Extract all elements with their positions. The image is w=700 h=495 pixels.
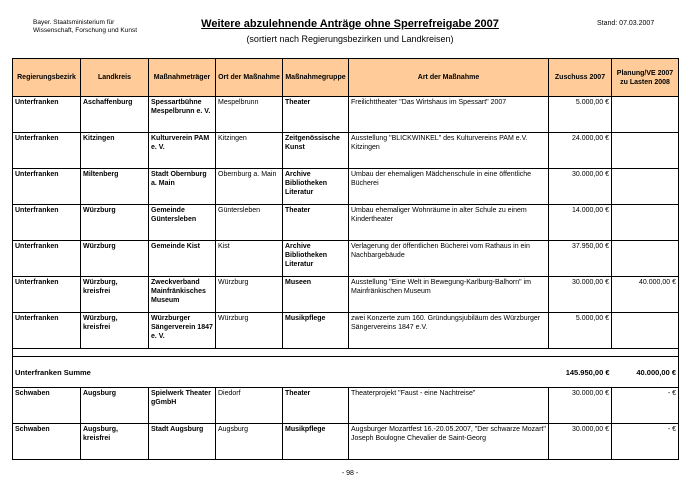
cell-zuschuss: 14.000,00 € xyxy=(549,205,612,241)
ministry-line-2: Wissenschaft, Forschung und Kunst xyxy=(33,27,138,34)
cell-traeger: Spessartbühne Mespelbrunn e. V. xyxy=(149,97,216,133)
cell-traeger: Stadt Obernburg a. Main xyxy=(149,169,216,205)
cell-gruppe: Museen xyxy=(283,277,349,313)
cell-art: Theaterprojekt "Faust - eine Nachtreise" xyxy=(349,388,549,424)
cell-ort: Güntersleben xyxy=(216,205,283,241)
cell-gruppe: Theater xyxy=(283,388,349,424)
cell-gruppe: Musikpflege xyxy=(283,424,349,460)
cell-ort: Diedorf xyxy=(216,388,283,424)
cell-bezirk: Unterfranken xyxy=(13,169,81,205)
cell-planung: - € xyxy=(612,388,679,424)
cell-zuschuss: 24.000,00 € xyxy=(549,133,612,169)
cell-zuschuss: 30.000,00 € xyxy=(549,388,612,424)
cell-planung: 40.000,00 € xyxy=(612,277,679,313)
cell-art: Umbau ehemaliger Wohnräume in alter Schule zu einem Kindertheater xyxy=(349,205,549,241)
cell-landkreis: Miltenberg xyxy=(81,169,149,205)
cell-bezirk: Unterfranken xyxy=(13,205,81,241)
spacer-cell xyxy=(13,349,679,357)
cell-planung xyxy=(612,169,679,205)
cell-landkreis: Würzburg xyxy=(81,205,149,241)
page-title: Weitere abzulehnende Anträge ohne Sperrefreigabe 2007 xyxy=(201,18,499,30)
cell-bezirk: Unterfranken xyxy=(13,97,81,133)
cell-gruppe: Musikpflege xyxy=(283,313,349,349)
col-header-gruppe: Maßnahmegruppe xyxy=(283,59,349,97)
cell-art: Umbau der ehemaligen Mädchenschule in eine öffentliche Bücherei xyxy=(349,169,549,205)
table-row xyxy=(13,313,679,349)
cell-bezirk: Unterfranken xyxy=(13,241,81,277)
cell-landkreis: Würzburg xyxy=(81,241,149,277)
cell-landkreis: Kitzingen xyxy=(81,133,149,169)
cell-art: Freilichttheater "Das Wirtshaus im Spessart" 2007 xyxy=(349,97,549,133)
col-header-landkreis: Landkreis xyxy=(81,59,149,97)
col-header-ort: Ort der Maßnahme xyxy=(216,59,283,97)
cell-planung xyxy=(612,205,679,241)
summary-label: Unterfranken Summe xyxy=(13,357,549,388)
cell-bezirk: Unterfranken xyxy=(13,313,81,349)
cell-planung xyxy=(612,313,679,349)
cell-traeger: Gemeinde Kist xyxy=(149,241,216,277)
cell-zuschuss: 37.950,00 € xyxy=(549,241,612,277)
table-row xyxy=(13,205,679,241)
table-row xyxy=(13,241,679,277)
cell-gruppe: Theater xyxy=(283,97,349,133)
summary-planung: 40.000,00 € xyxy=(612,357,679,388)
cell-traeger: Stadt Augsburg xyxy=(149,424,216,460)
cell-art: Ausstellung "BLICKWINKEL" des Kulturvereins PAM e.V. Kitzingen xyxy=(349,133,549,169)
page-subtitle: (sortiert nach Regierungsbezirken und Landkreisen) xyxy=(246,34,454,44)
cell-bezirk: Unterfranken xyxy=(13,133,81,169)
table-row xyxy=(13,388,679,424)
cell-art: Verlagerung der öffentlichen Bücherei vom Rathaus in ein Nachbargebäude xyxy=(349,241,549,277)
cell-planung xyxy=(612,97,679,133)
cell-traeger: Kulturverein PAM e. V. xyxy=(149,133,216,169)
cell-zuschuss: 5.000,00 € xyxy=(549,97,612,133)
cell-gruppe: Theater xyxy=(283,205,349,241)
cell-traeger: Spielwerk Theater gGmbH xyxy=(149,388,216,424)
cell-art: Augsburger Mozartfest 16.-20.05.2007, "Der schwarze Mozart" Joseph Boulogne Chevalier de Saint-Georg xyxy=(349,424,549,460)
antraege-table xyxy=(12,58,679,460)
cell-ort: Augsburg xyxy=(216,424,283,460)
table-row xyxy=(13,169,679,205)
table-row xyxy=(13,133,679,169)
cell-bezirk: Schwaben xyxy=(13,388,81,424)
summary-zuschuss: 145.950,00 € xyxy=(549,357,612,388)
stand-date: Stand: 07.03.2007 xyxy=(597,20,655,27)
table-row xyxy=(13,277,679,313)
summary-row xyxy=(13,357,679,388)
cell-landkreis: Würzburg, kreisfrei xyxy=(81,277,149,313)
cell-ort: Mespelbrunn xyxy=(216,97,283,133)
cell-landkreis: Augsburg, kreisfrei xyxy=(81,424,149,460)
cell-planung xyxy=(612,133,679,169)
cell-zuschuss: 30.000,00 € xyxy=(549,277,612,313)
cell-art: zwei Konzerte zum 160. Gründungsjubiläum des Würzburger Sängervereins 1847 e.V. xyxy=(349,313,549,349)
cell-ort: Würzburg xyxy=(216,313,283,349)
cell-zuschuss: 5.000,00 € xyxy=(549,313,612,349)
cell-gruppe: Archive Bibliotheken Literatur xyxy=(283,169,349,205)
cell-traeger: Zweckverband Mainfränkisches Museum xyxy=(149,277,216,313)
cell-planung: - € xyxy=(612,424,679,460)
cell-ort: Kitzingen xyxy=(216,133,283,169)
cell-traeger: Würzburger Sängerverein 1847 e. V. xyxy=(149,313,216,349)
col-header-traeger: Maßnahmeträger xyxy=(149,59,216,97)
cell-landkreis: Aschaffenburg xyxy=(81,97,149,133)
table-header-row xyxy=(13,59,679,97)
cell-traeger: Gemeinde Güntersleben xyxy=(149,205,216,241)
table-row xyxy=(13,97,679,133)
ministry-line-1: Bayer. Staatsministerium für xyxy=(33,19,115,26)
cell-gruppe: Archive Bibliotheken Literatur xyxy=(283,241,349,277)
cell-planung xyxy=(612,241,679,277)
cell-landkreis: Augsburg xyxy=(81,388,149,424)
cell-art: Ausstellung "Eine Welt in Bewegung-Karlburg-Balhorn" im Mainfränkischen Museum xyxy=(349,277,549,313)
table-row xyxy=(13,424,679,460)
cell-ort: Würzburg xyxy=(216,277,283,313)
cell-landkreis: Würzburg, kreisfrei xyxy=(81,313,149,349)
cell-ort: Obernburg a. Main xyxy=(216,169,283,205)
col-header-zuschuss: Zuschuss 2007 xyxy=(549,59,612,97)
cell-ort: Kist xyxy=(216,241,283,277)
cell-gruppe: Zeitgenössische Kunst xyxy=(283,133,349,169)
cell-zuschuss: 30.000,00 € xyxy=(549,169,612,205)
col-header-planung: Planung/VE 2007 zu Lasten 2008 xyxy=(612,59,679,97)
page-number: - 98 - xyxy=(341,470,359,477)
col-header-bezirk: Regierungsbezirk xyxy=(13,59,81,97)
cell-bezirk: Schwaben xyxy=(13,424,81,460)
cell-bezirk: Unterfranken xyxy=(13,277,81,313)
spacer-row xyxy=(13,349,679,357)
col-header-art: Art der Maßnahme xyxy=(349,59,549,97)
cell-zuschuss: 30.000,00 € xyxy=(549,424,612,460)
